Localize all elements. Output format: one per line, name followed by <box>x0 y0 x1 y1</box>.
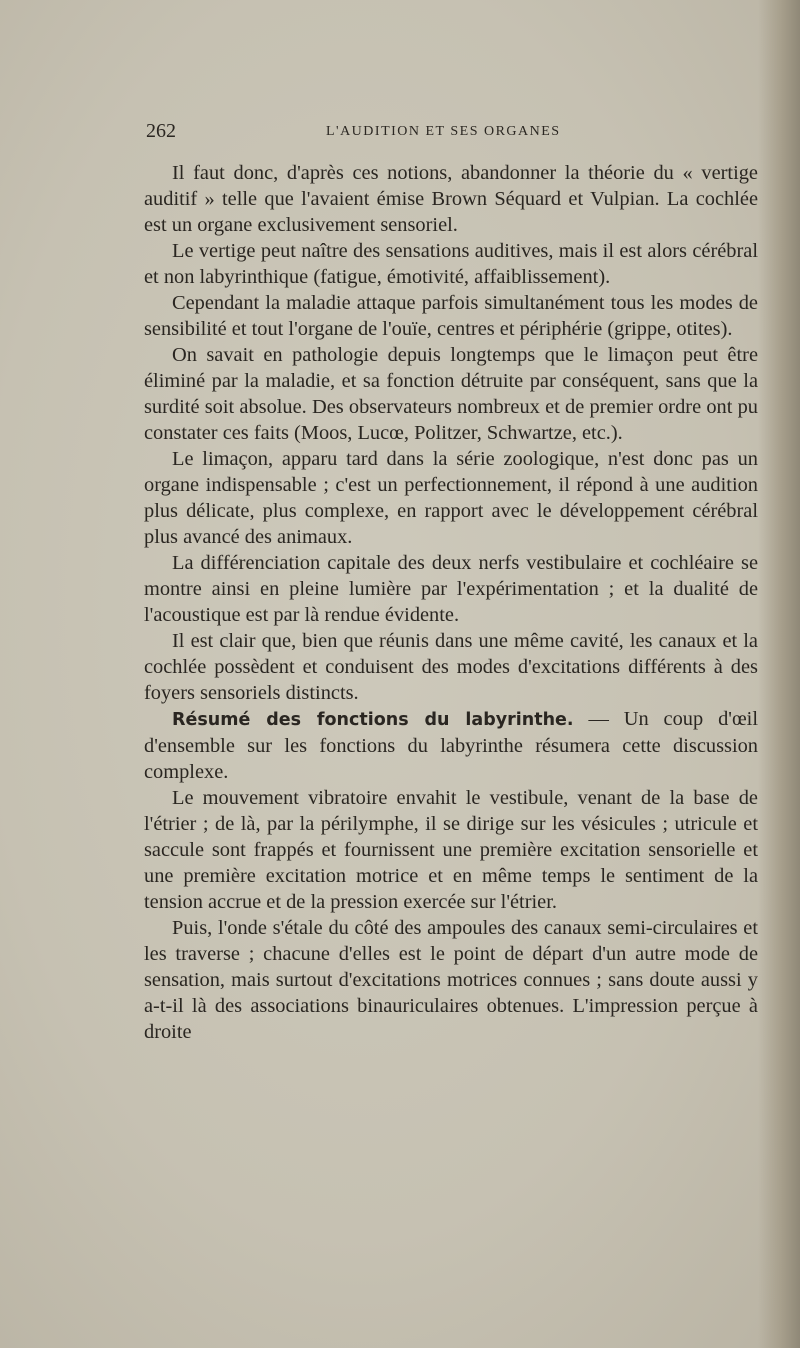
paragraph-2: Le vertige peut naître des sensations auditives, mais il est alors cérébral et non labyrinthique (fatigue, émotivité, affaiblissement). <box>144 240 758 288</box>
page-edge-shadow <box>758 0 800 1348</box>
running-title: L'AUDITION ET SES ORGANES <box>326 124 561 139</box>
paragraph-3: Cependant la maladie attaque parfois simultanément tous les modes de sensibilité et tout l'organe de l'ouïe, centres et périphérie (grippe, otites). <box>144 292 758 340</box>
paragraph-5: Le limaçon, apparu tard dans la série zoologique, n'est donc pas un organe indispensable ; c'est un perfectionnement, il répond à une audition plus délicate, plus complexe, en rapport avec le développement cérébral plus avancé des animaux. <box>144 448 758 548</box>
paragraph-6: La différenciation capitale des deux nerfs vestibulaire et cochléaire se montre ainsi en pleine lumière par l'expérimentation ; et la dualité de l'acoustique est par là rendue évidente. <box>144 552 758 626</box>
paragraph-9: Le mouvement vibratoire envahit le vestibule, venant de la base de l'étrier ; de là, par la périlymphe, il se dirige sur les vésicules ; utricule et saccule sont frappés et fournissent une première excitation sensorielle et une première excitation motrice et en même temps le sentiment de la tension accrue et de la pression exercée sur l'étrier. <box>144 787 758 913</box>
paragraph-8-section-heading: Résumé des fonctions du labyrinthe. — Un coup d'œil d'ensemble sur les fonctions du labyrinthe résumera cette discussion complexe. <box>144 708 758 783</box>
paragraph-7: Il est clair que, bien que réunis dans une même cavité, les canaux et la cochlée possèdent et conduisent des modes d'excitations différents à des foyers sensoriels distincts. <box>144 630 758 704</box>
page-header <box>146 120 756 144</box>
section-heading: Résumé des fonctions du labyrinthe. <box>172 710 574 730</box>
page-number: 262 <box>146 120 176 142</box>
body-text <box>144 160 758 1045</box>
paragraph-4: On savait en pathologie depuis longtemps que le limaçon peut être éliminé par la maladie, et sa fonction détruite par conséquent, sans que la surdité soit absolue. Des observateurs nombreux et de premier ordre ont pu constater ces faits (Moos, Lucœ, Politzer, Schwartze, etc.). <box>144 344 758 444</box>
paragraph-1: Il faut donc, d'après ces notions, abandonner la théorie du « vertige auditif » telle que l'avaient émise Brown Séquard et Vulpian. La cochlée est un organe exclusivement sensoriel. <box>144 162 758 236</box>
paragraph-10: Puis, l'onde s'étale du côté des ampoules des canaux semi-circulaires et les traverse ; chacune d'elles est le point de départ d'un autre mode de sensation, mais surtout d'excitations motrices connues ; sans doute aussi y a-t-il là des associations binauriculaires obtenues. L'impression perçue à droite <box>144 917 758 1043</box>
